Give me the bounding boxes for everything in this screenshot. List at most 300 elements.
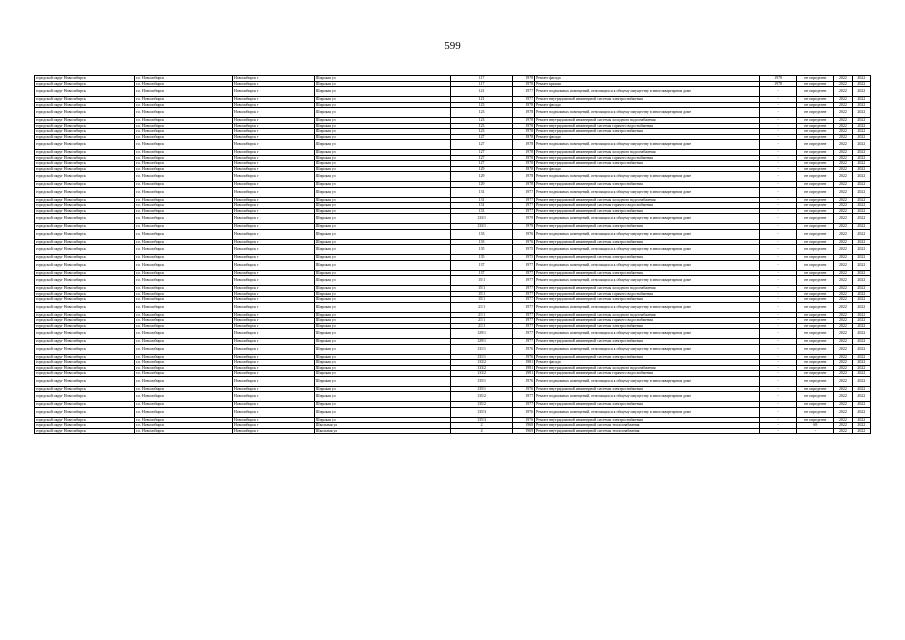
cell-municipality: г.о. Новосибирск bbox=[135, 197, 233, 203]
cell-prev-repair: - bbox=[759, 214, 797, 224]
cell-street: Широкая ул bbox=[314, 161, 451, 167]
cell-plan-year-end: 2022 bbox=[852, 386, 870, 392]
cell-plan-year-end: 2022 bbox=[852, 224, 870, 230]
cell-plan-year-start: 2022 bbox=[834, 140, 852, 150]
cell-build-year: 1977 bbox=[512, 286, 534, 292]
cell-city: Новосибирск г bbox=[233, 187, 315, 197]
cell-build-year: 1979 bbox=[512, 224, 534, 230]
cell-min-year: 69 bbox=[797, 423, 834, 429]
cell-municipality: г.о. Новосибирск bbox=[135, 118, 233, 124]
cell-min-year: не определен bbox=[797, 392, 834, 402]
cell-okrug: городской округ Новосибирск bbox=[35, 134, 135, 140]
cell-municipality: г.о. Новосибирск bbox=[135, 81, 233, 87]
cell-prev-repair: - bbox=[759, 224, 797, 230]
cell-min-year: не определен bbox=[797, 97, 834, 103]
cell-city: Новосибирск г bbox=[233, 417, 315, 423]
cell-okrug: городской округ Новосибирск bbox=[35, 172, 135, 182]
cell-min-year: не определен bbox=[797, 108, 834, 118]
cell-min-year: не определен bbox=[797, 150, 834, 156]
cell-prev-repair: - bbox=[759, 134, 797, 140]
cell-city: Новосибирск г bbox=[233, 260, 315, 270]
cell-municipality: г.о. Новосибирск bbox=[135, 182, 233, 188]
cell-prev-repair: - bbox=[759, 182, 797, 188]
cell-okrug: городской округ Новосибирск bbox=[35, 203, 135, 209]
cell-min-year: не определен bbox=[797, 214, 834, 224]
cell-min-year: не определен bbox=[797, 312, 834, 318]
cell-okrug: городской округ Новосибирск bbox=[35, 229, 135, 239]
cell-min-year: не определен bbox=[797, 344, 834, 354]
cell-municipality: г.о. Новосибирск bbox=[135, 140, 233, 150]
cell-prev-repair: - bbox=[759, 166, 797, 172]
cell-city: Новосибирск г bbox=[233, 108, 315, 118]
cell-house: 21/1 bbox=[451, 302, 512, 312]
cell-street: Широкая ул bbox=[314, 203, 451, 209]
cell-work-type: Ремонт внутридомовой инженерной системы горячего водоснабжения bbox=[535, 203, 760, 209]
cell-min-year: не определен bbox=[797, 129, 834, 135]
cell-plan-year-end: 2022 bbox=[852, 108, 870, 118]
cell-plan-year-start: 2022 bbox=[834, 270, 852, 276]
cell-prev-repair: - bbox=[759, 155, 797, 161]
cell-municipality: г.о. Новосибирск bbox=[135, 224, 233, 230]
cell-plan-year-end: 2022 bbox=[852, 172, 870, 182]
cell-street: Широкая ул bbox=[314, 87, 451, 97]
cell-city: Новосибирск г bbox=[233, 214, 315, 224]
cell-city: Новосибирск г bbox=[233, 291, 315, 297]
cell-street: Широкая ул bbox=[314, 417, 451, 423]
cell-city: Новосибирск г bbox=[233, 97, 315, 103]
cell-build-year: 1977 bbox=[512, 87, 534, 97]
cell-work-type: Ремонт подвальных помещений, относящихся к общему имуществу в многоквартирном доме bbox=[535, 344, 760, 354]
cell-plan-year-start: 2022 bbox=[834, 318, 852, 324]
cell-build-year: 1978 bbox=[512, 81, 534, 87]
cell-city: Новосибирск г bbox=[233, 276, 315, 286]
table-row bbox=[35, 428, 871, 434]
cell-city: Новосибирск г bbox=[233, 140, 315, 150]
cell-work-type: Ремонт подвальных помещений, относящихся к общему имуществу в многоквартирном доме bbox=[535, 187, 760, 197]
cell-municipality: г.о. Новосибирск bbox=[135, 291, 233, 297]
cell-plan-year-end: 2022 bbox=[852, 291, 870, 297]
cell-min-year: не определен bbox=[797, 297, 834, 303]
cell-prev-repair: - bbox=[759, 354, 797, 360]
cell-min-year: не определен bbox=[797, 123, 834, 129]
cell-municipality: г.о. Новосибирск bbox=[135, 172, 233, 182]
cell-work-type: Ремонт внутридомовой инженерной системы электроснабжения bbox=[535, 270, 760, 276]
cell-prev-repair: - bbox=[759, 344, 797, 354]
table-row bbox=[35, 140, 871, 150]
cell-prev-repair: - bbox=[759, 276, 797, 286]
cell-okrug: городской округ Новосибирск bbox=[35, 270, 135, 276]
cell-prev-repair: - bbox=[759, 102, 797, 108]
cell-municipality: г.о. Новосибирск bbox=[135, 354, 233, 360]
cell-plan-year-start: 2022 bbox=[834, 108, 852, 118]
cell-work-type: Ремонт внутридомовой инженерной системы горячего водоснабжения bbox=[535, 371, 760, 377]
cell-min-year: не определен bbox=[797, 360, 834, 366]
cell-min-year: не определен bbox=[797, 339, 834, 345]
cell-house: 127 bbox=[451, 140, 512, 150]
cell-street: Широкая ул bbox=[314, 102, 451, 108]
cell-house: 131 bbox=[451, 197, 512, 203]
cell-plan-year-end: 2022 bbox=[852, 245, 870, 255]
cell-municipality: г.о. Новосибирск bbox=[135, 76, 233, 82]
cell-city: Новосибирск г bbox=[233, 102, 315, 108]
cell-plan-year-end: 2022 bbox=[852, 118, 870, 124]
cell-prev-repair: - bbox=[759, 329, 797, 339]
cell-build-year: 1978 bbox=[512, 161, 534, 167]
cell-street: Широкая ул bbox=[314, 134, 451, 140]
cell-plan-year-start: 2022 bbox=[834, 428, 852, 434]
cell-plan-year-start: 2022 bbox=[834, 239, 852, 245]
cell-city: Новосибирск г bbox=[233, 87, 315, 97]
cell-min-year: не определен bbox=[797, 187, 834, 197]
cell-work-type: Ремонт подвальных помещений, относящихся к общему имуществу в многоквартирном доме bbox=[535, 392, 760, 402]
cell-min-year: не определен bbox=[797, 229, 834, 239]
cell-build-year: 1976 bbox=[512, 344, 534, 354]
cell-house: 131 bbox=[451, 208, 512, 214]
cell-city: Новосибирск г bbox=[233, 344, 315, 354]
cell-build-year: 1977 bbox=[512, 329, 534, 339]
table-row bbox=[35, 276, 871, 286]
cell-min-year: не определен bbox=[797, 318, 834, 324]
cell-build-year: 1977 bbox=[512, 208, 534, 214]
cell-work-type: Ремонт внутридомовой инженерной системы электроснабжения bbox=[535, 97, 760, 103]
cell-plan-year-start: 2022 bbox=[834, 208, 852, 214]
cell-build-year: 1978 bbox=[512, 140, 534, 150]
cell-min-year: не определен bbox=[797, 371, 834, 377]
cell-city: Новосибирск г bbox=[233, 402, 315, 408]
cell-work-type: Ремонт внутридомовой инженерной системы холодного водоснабжения bbox=[535, 118, 760, 124]
cell-prev-repair: - bbox=[759, 229, 797, 239]
cell-work-type: Ремонт подвальных помещений, относящихся к общему имуществу в многоквартирном доме bbox=[535, 260, 760, 270]
cell-plan-year-end: 2022 bbox=[852, 239, 870, 245]
cell-prev-repair: - bbox=[759, 323, 797, 329]
table-row bbox=[35, 172, 871, 182]
cell-street: Широкая ул bbox=[314, 344, 451, 354]
cell-plan-year-end: 2022 bbox=[852, 371, 870, 377]
cell-municipality: г.о. Новосибирск bbox=[135, 203, 233, 209]
cell-plan-year-start: 2022 bbox=[834, 376, 852, 386]
cell-plan-year-end: 2022 bbox=[852, 97, 870, 103]
cell-house: 15/1 bbox=[451, 276, 512, 286]
cell-municipality: г.о. Новосибирск bbox=[135, 417, 233, 423]
cell-plan-year-end: 2022 bbox=[852, 76, 870, 82]
cell-municipality: г.о. Новосибирск bbox=[135, 187, 233, 197]
cell-city: Новосибирск г bbox=[233, 81, 315, 87]
cell-build-year: 1976 bbox=[512, 376, 534, 386]
cell-city: Новосибирск г bbox=[233, 134, 315, 140]
cell-plan-year-end: 2022 bbox=[852, 323, 870, 329]
cell-work-type: Ремонт подвальных помещений, относящихся к общему имуществу в многоквартирном доме bbox=[535, 172, 760, 182]
cell-okrug: городской округ Новосибирск bbox=[35, 102, 135, 108]
cell-street: Широкая ул bbox=[314, 255, 451, 261]
cell-plan-year-end: 2022 bbox=[852, 214, 870, 224]
cell-min-year: не определен bbox=[797, 255, 834, 261]
cell-prev-repair: - bbox=[759, 402, 797, 408]
cell-city: Новосибирск г bbox=[233, 302, 315, 312]
cell-city: Новосибирск г bbox=[233, 182, 315, 188]
cell-plan-year-start: 2022 bbox=[834, 102, 852, 108]
capital-repair-table bbox=[34, 75, 871, 434]
cell-build-year: 1981 bbox=[512, 360, 534, 366]
cell-municipality: г.о. Новосибирск bbox=[135, 276, 233, 286]
cell-plan-year-start: 2022 bbox=[834, 166, 852, 172]
cell-street: Широкая ул bbox=[314, 118, 451, 124]
cell-okrug: городской округ Новосибирск bbox=[35, 402, 135, 408]
cell-build-year: 1977 bbox=[512, 318, 534, 324]
cell-work-type: Ремонт подвальных помещений, относящихся к общему имуществу в многоквартирном доме bbox=[535, 108, 760, 118]
cell-plan-year-end: 2022 bbox=[852, 182, 870, 188]
cell-okrug: городской округ Новосибирск bbox=[35, 354, 135, 360]
cell-work-type: Ремонт подвальных помещений, относящихся к общему имуществу в многоквартирном доме bbox=[535, 329, 760, 339]
cell-build-year: 1978 bbox=[512, 150, 534, 156]
cell-plan-year-start: 2022 bbox=[834, 150, 852, 156]
cell-prev-repair: - bbox=[759, 371, 797, 377]
cell-work-type: Ремонт подвальных помещений, относящихся к общему имуществу в многоквартирном доме bbox=[535, 140, 760, 150]
cell-prev-repair: - bbox=[759, 255, 797, 261]
cell-prev-repair: - bbox=[759, 245, 797, 255]
cell-plan-year-start: 2022 bbox=[834, 297, 852, 303]
cell-okrug: городской округ Новосибирск bbox=[35, 155, 135, 161]
cell-okrug: городской округ Новосибирск bbox=[35, 81, 135, 87]
cell-build-year: 1977 bbox=[512, 302, 534, 312]
cell-prev-repair: - bbox=[759, 150, 797, 156]
cell-build-year: 1977 bbox=[512, 339, 534, 345]
cell-okrug: городской округ Новосибирск bbox=[35, 291, 135, 297]
cell-work-type: Ремонт внутридомовой инженерной системы холодного водоснабжения bbox=[535, 312, 760, 318]
cell-street: Широкая ул bbox=[314, 155, 451, 161]
cell-street: Широкая ул bbox=[314, 297, 451, 303]
cell-city: Новосибирск г bbox=[233, 360, 315, 366]
cell-min-year: не определен bbox=[797, 197, 834, 203]
cell-municipality: г.о. Новосибирск bbox=[135, 339, 233, 345]
cell-plan-year-start: 2022 bbox=[834, 129, 852, 135]
cell-prev-repair: - bbox=[759, 161, 797, 167]
cell-house: 121 bbox=[451, 87, 512, 97]
cell-municipality: г.о. Новосибирск bbox=[135, 97, 233, 103]
cell-municipality: г.о. Новосибирск bbox=[135, 270, 233, 276]
cell-city: Новосибирск г bbox=[233, 339, 315, 345]
cell-plan-year-start: 2022 bbox=[834, 197, 852, 203]
cell-street: Широкая ул bbox=[314, 182, 451, 188]
cell-build-year: 1978 bbox=[512, 76, 534, 82]
cell-municipality: г.о. Новосибирск bbox=[135, 297, 233, 303]
cell-city: Новосибирск г bbox=[233, 255, 315, 261]
cell-house: 137 bbox=[451, 270, 512, 276]
cell-city: Новосибирск г bbox=[233, 297, 315, 303]
cell-prev-repair: - bbox=[759, 140, 797, 150]
cell-plan-year-start: 2022 bbox=[834, 423, 852, 429]
cell-street: Широкая ул bbox=[314, 376, 451, 386]
cell-plan-year-end: 2022 bbox=[852, 297, 870, 303]
cell-okrug: городской округ Новосибирск bbox=[35, 339, 135, 345]
cell-house: 135/1 bbox=[451, 386, 512, 392]
cell-municipality: г.о. Новосибирск bbox=[135, 155, 233, 161]
cell-municipality: г.о. Новосибирск bbox=[135, 312, 233, 318]
cell-municipality: г.о. Новосибирск bbox=[135, 365, 233, 371]
cell-work-type: Ремонт фасада bbox=[535, 360, 760, 366]
cell-plan-year-start: 2022 bbox=[834, 339, 852, 345]
cell-prev-repair: - bbox=[759, 197, 797, 203]
cell-min-year: не определен bbox=[797, 407, 834, 417]
cell-okrug: городской округ Новосибирск bbox=[35, 344, 135, 354]
cell-min-year: не определен bbox=[797, 208, 834, 214]
cell-street: Широкая ул bbox=[314, 172, 451, 182]
cell-work-type: Ремонт подвальных помещений, относящихся к общему имуществу в многоквартирном доме bbox=[535, 214, 760, 224]
cell-city: Новосибирск г bbox=[233, 197, 315, 203]
cell-build-year: 1979 bbox=[512, 214, 534, 224]
cell-city: Новосибирск г bbox=[233, 239, 315, 245]
cell-work-type: Ремонт внутридомовой инженерной системы электроснабжения bbox=[535, 297, 760, 303]
cell-street: Широкая ул bbox=[314, 129, 451, 135]
cell-plan-year-start: 2022 bbox=[834, 161, 852, 167]
cell-plan-year-end: 2022 bbox=[852, 87, 870, 97]
cell-build-year: 1978 bbox=[512, 129, 534, 135]
cell-plan-year-start: 2022 bbox=[834, 172, 852, 182]
cell-plan-year-end: 2022 bbox=[852, 270, 870, 276]
cell-prev-repair: - bbox=[759, 97, 797, 103]
cell-municipality: г.о. Новосибирск bbox=[135, 166, 233, 172]
cell-work-type: Ремонт внутридомовой инженерной системы электроснабжения bbox=[535, 323, 760, 329]
cell-min-year: не определен bbox=[797, 76, 834, 82]
cell-build-year: 1978 bbox=[512, 134, 534, 140]
cell-min-year: не определен bbox=[797, 118, 834, 124]
cell-plan-year-start: 2022 bbox=[834, 224, 852, 230]
cell-work-type: Ремонт внутридомовой инженерной системы теплоснабжения bbox=[535, 423, 760, 429]
cell-min-year: не определен bbox=[797, 291, 834, 297]
cell-okrug: городской округ Новосибирск bbox=[35, 97, 135, 103]
cell-street: Широкая ул bbox=[314, 312, 451, 318]
cell-city: Новосибирск г bbox=[233, 155, 315, 161]
table-row bbox=[35, 214, 871, 224]
cell-prev-repair: - bbox=[759, 208, 797, 214]
cell-work-type: Ремонт фасада bbox=[535, 134, 760, 140]
cell-okrug: городской округ Новосибирск bbox=[35, 423, 135, 429]
cell-street: Широкая ул bbox=[314, 208, 451, 214]
cell-build-year: 1977 bbox=[512, 312, 534, 318]
cell-work-type: Ремонт подвальных помещений, относящихся к общему имуществу в многоквартирном доме bbox=[535, 87, 760, 97]
cell-okrug: городской округ Новосибирск bbox=[35, 182, 135, 188]
cell-house: 131/1 bbox=[451, 344, 512, 354]
cell-plan-year-start: 2022 bbox=[834, 386, 852, 392]
cell-plan-year-start: 2022 bbox=[834, 360, 852, 366]
cell-house: 127 bbox=[451, 155, 512, 161]
cell-prev-repair: - bbox=[759, 386, 797, 392]
cell-okrug: городской округ Новосибирск bbox=[35, 129, 135, 135]
cell-prev-repair: - bbox=[759, 239, 797, 245]
cell-house: 129 bbox=[451, 172, 512, 182]
cell-build-year: 1978 bbox=[512, 172, 534, 182]
table-row bbox=[35, 329, 871, 339]
cell-house: 15/1 bbox=[451, 286, 512, 292]
cell-prev-repair: - bbox=[759, 87, 797, 97]
cell-okrug: городской округ Новосибирск bbox=[35, 428, 135, 434]
cell-build-year: 1977 bbox=[512, 97, 534, 103]
cell-build-year: 1976 bbox=[512, 417, 534, 423]
cell-prev-repair: - bbox=[759, 187, 797, 197]
cell-work-type: Ремонт внутридомовой инженерной системы холодного водоснабжения bbox=[535, 365, 760, 371]
cell-city: Новосибирск г bbox=[233, 245, 315, 255]
table-row bbox=[35, 302, 871, 312]
cell-plan-year-start: 2022 bbox=[834, 344, 852, 354]
cell-plan-year-end: 2022 bbox=[852, 339, 870, 345]
cell-prev-repair: - bbox=[759, 407, 797, 417]
cell-build-year: 1978 bbox=[512, 182, 534, 188]
cell-min-year: не определен bbox=[797, 155, 834, 161]
cell-plan-year-start: 2022 bbox=[834, 291, 852, 297]
table-row bbox=[35, 87, 871, 97]
cell-plan-year-start: 2022 bbox=[834, 134, 852, 140]
cell-work-type: Ремонт внутридомовой инженерной системы горячего водоснабжения bbox=[535, 291, 760, 297]
cell-prev-repair: - bbox=[759, 270, 797, 276]
cell-plan-year-start: 2022 bbox=[834, 187, 852, 197]
cell-plan-year-end: 2022 bbox=[852, 376, 870, 386]
cell-work-type: Ремонт внутридомовой инженерной системы электроснабжения bbox=[535, 182, 760, 188]
cell-house: 123 bbox=[451, 123, 512, 129]
cell-build-year: 1976 bbox=[512, 229, 534, 239]
cell-okrug: городской округ Новосибирск bbox=[35, 123, 135, 129]
cell-plan-year-start: 2022 bbox=[834, 81, 852, 87]
cell-plan-year-end: 2022 bbox=[852, 407, 870, 417]
cell-plan-year-end: 2022 bbox=[852, 286, 870, 292]
cell-prev-repair: - bbox=[759, 392, 797, 402]
cell-municipality: г.о. Новосибирск bbox=[135, 423, 233, 429]
cell-build-year: 1977 bbox=[512, 402, 534, 408]
cell-prev-repair: - bbox=[759, 129, 797, 135]
cell-okrug: городской округ Новосибирск bbox=[35, 323, 135, 329]
cell-plan-year-end: 2022 bbox=[852, 155, 870, 161]
cell-prev-repair: - bbox=[759, 318, 797, 324]
cell-build-year: 1976 bbox=[512, 239, 534, 245]
cell-okrug: городской округ Новосибирск bbox=[35, 392, 135, 402]
cell-okrug: городской округ Новосибирск bbox=[35, 76, 135, 82]
cell-okrug: городской округ Новосибирск bbox=[35, 286, 135, 292]
cell-house: 135/2 bbox=[451, 402, 512, 408]
cell-plan-year-start: 2022 bbox=[834, 255, 852, 261]
cell-city: Новосибирск г bbox=[233, 286, 315, 292]
cell-house: 135/2 bbox=[451, 392, 512, 402]
cell-house: 131 bbox=[451, 187, 512, 197]
cell-work-type: Ремонт фасада bbox=[535, 166, 760, 172]
cell-street: Широкая ул bbox=[314, 386, 451, 392]
cell-build-year: 1977 bbox=[512, 203, 534, 209]
cell-city: Новосибирск г bbox=[233, 76, 315, 82]
cell-plan-year-start: 2022 bbox=[834, 286, 852, 292]
cell-work-type: Ремонт внутридомовой инженерной системы электроснабжения bbox=[535, 208, 760, 214]
cell-house: 133/2 bbox=[451, 371, 512, 377]
cell-okrug: городской округ Новосибирск bbox=[35, 376, 135, 386]
cell-build-year: 1981 bbox=[512, 365, 534, 371]
cell-plan-year-end: 2022 bbox=[852, 197, 870, 203]
cell-house: 15/1 bbox=[451, 291, 512, 297]
cell-plan-year-start: 2022 bbox=[834, 371, 852, 377]
cell-build-year: 1975 bbox=[512, 255, 534, 261]
cell-municipality: г.о. Новосибирск bbox=[135, 134, 233, 140]
cell-prev-repair: - bbox=[759, 260, 797, 270]
cell-municipality: г.о. Новосибирск bbox=[135, 318, 233, 324]
cell-prev-repair: - bbox=[759, 291, 797, 297]
cell-okrug: городской округ Новосибирск bbox=[35, 318, 135, 324]
cell-street: Широкая ул bbox=[314, 318, 451, 324]
cell-work-type: Ремонт внутридомовой инженерной системы горячего водоснабжения bbox=[535, 318, 760, 324]
table-row bbox=[35, 376, 871, 386]
cell-city: Новосибирск г bbox=[233, 371, 315, 377]
cell-city: Новосибирск г bbox=[233, 129, 315, 135]
cell-street: Широкая ул bbox=[314, 81, 451, 87]
cell-work-type: Ремонт внутридомовой инженерной системы теплоснабжения bbox=[535, 428, 760, 434]
table-row bbox=[35, 260, 871, 270]
cell-build-year: 1978 bbox=[512, 166, 534, 172]
cell-plan-year-start: 2022 bbox=[834, 329, 852, 339]
cell-street: Школьная ул bbox=[314, 428, 451, 434]
